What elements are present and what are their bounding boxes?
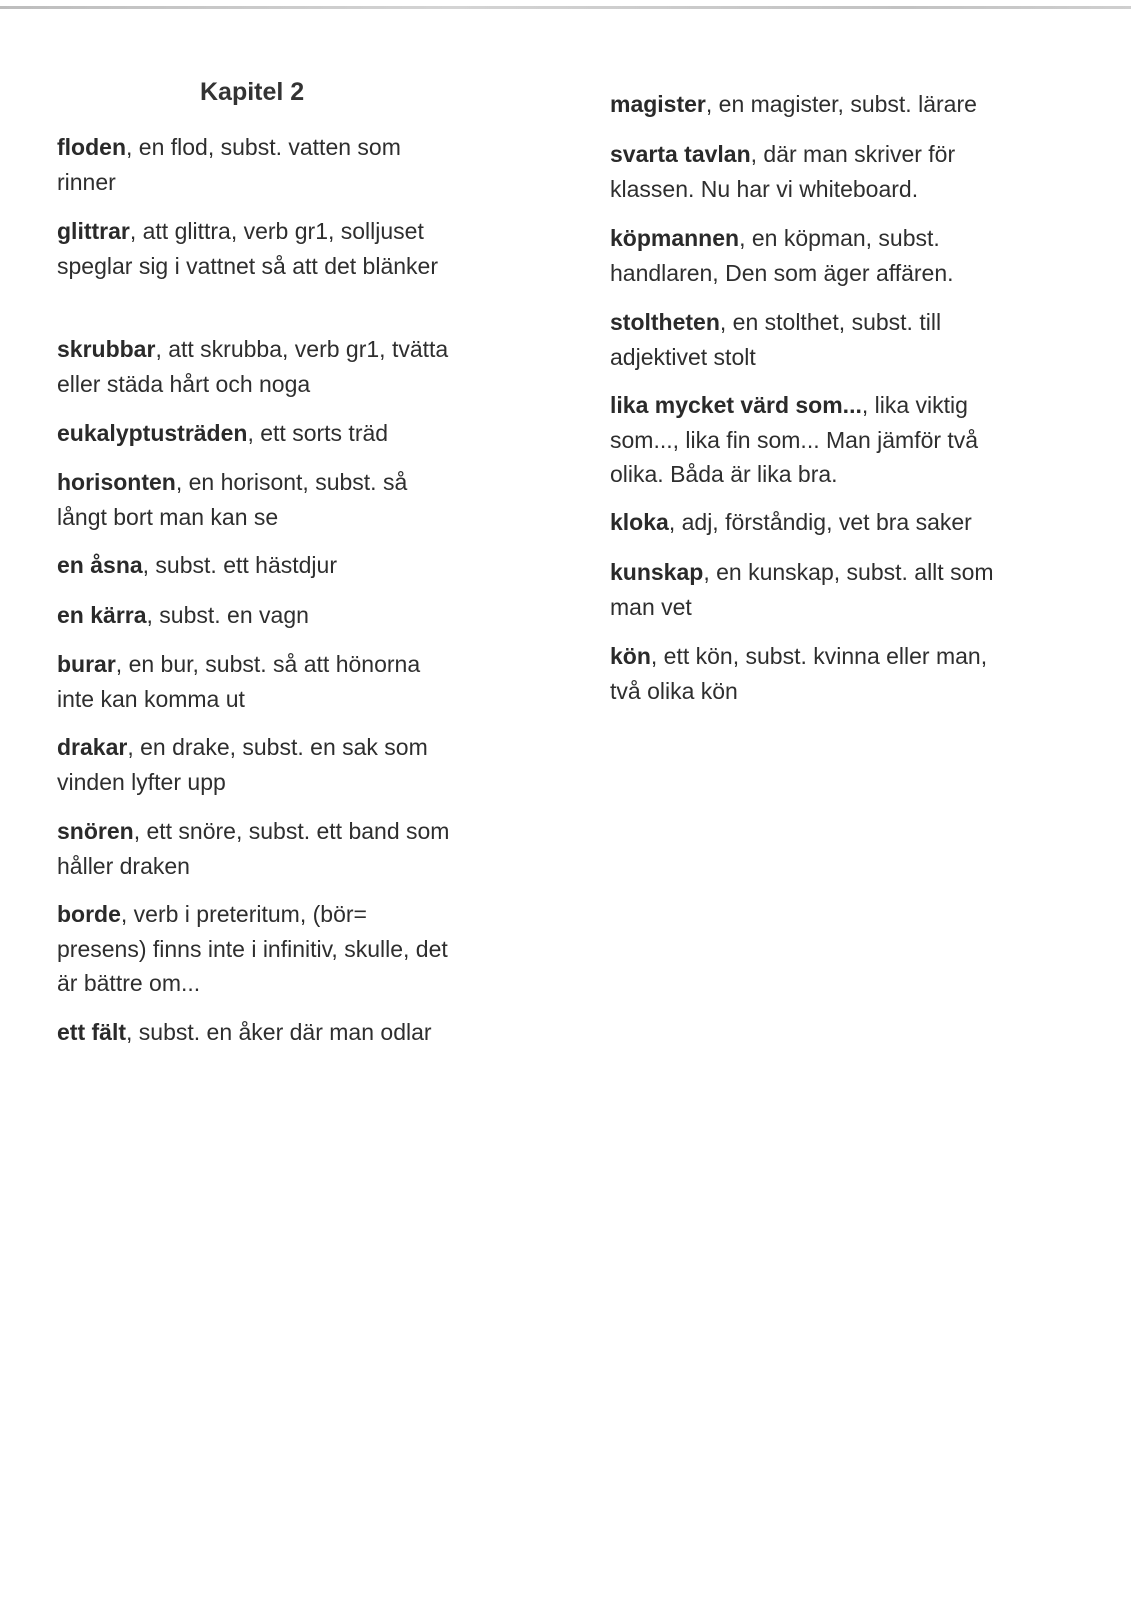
entry-definition: , subst. en åker där man odlar: [126, 1019, 432, 1045]
scan-top-edge: [0, 6, 1131, 9]
entry-term: snören: [57, 818, 134, 844]
entry-definition: , en köpman, subst. handlaren, Den som äger affären.: [610, 225, 954, 286]
entry-term: ett fält: [57, 1019, 126, 1045]
glossary-entry: [610, 305, 1010, 374]
entry-term: horisonten: [57, 469, 176, 495]
page-title: Kapitel 2: [200, 78, 305, 106]
entry-term: floden: [57, 134, 126, 160]
entry-term: glittrar: [57, 218, 130, 244]
glossary-entry: [610, 639, 1010, 708]
entry-term: magister: [610, 91, 706, 117]
entry-term: eukalyptusträden: [57, 420, 248, 446]
glossary-entry: [57, 416, 457, 451]
glossary-entry: [57, 814, 457, 883]
entry-definition: , att glittra, verb gr1, solljuset speglar sig i vattnet så att det blänker: [57, 218, 438, 279]
entry-term: köpmannen: [610, 225, 740, 251]
entry-definition: , en magister, subst. lärare: [705, 91, 977, 117]
entry-definition: , en kunskap, subst. allt som man vet: [610, 559, 994, 620]
entry-definition: , en bur, subst. så att hönorna inte kan komma ut: [57, 651, 421, 712]
entry-term: kunskap: [610, 559, 704, 585]
glossary-entry: [610, 388, 1010, 492]
glossary-entry: [57, 647, 457, 716]
glossary-entry: [57, 130, 457, 199]
glossary-entry: [57, 548, 457, 583]
entry-definition: , en stolthet, subst. till adjektivet stolt: [610, 309, 942, 370]
entry-term: en kärra: [57, 602, 147, 628]
glossary-entry: [610, 555, 1010, 624]
entry-term: kön: [610, 643, 651, 669]
entry-term: lika mycket värd som...: [610, 392, 862, 418]
entry-term: kloka: [610, 509, 669, 535]
glossary-entry: [610, 221, 1010, 290]
entry-definition: , verb i preteritum, (bör= presens) finns inte i infinitiv, skulle, det är bättre om...: [57, 901, 448, 996]
entry-definition: , ett snöre, subst. ett band som håller draken: [57, 818, 450, 879]
entry-term: borde: [57, 901, 121, 927]
entry-term: burar: [57, 651, 116, 677]
entry-definition: , att skrubba, verb gr1, tvätta eller städa hårt och noga: [57, 336, 449, 397]
glossary-entry: [57, 465, 457, 534]
entry-term: drakar: [57, 734, 128, 760]
entry-definition: , subst. ett hästdjur: [142, 552, 337, 578]
glossary-entry: [610, 505, 1010, 540]
entry-definition: , adj, förståndig, vet bra saker: [668, 509, 972, 535]
entry-definition: , ett kön, subst. kvinna eller man, två olika kön: [610, 643, 988, 704]
glossary-entry: [57, 332, 457, 401]
entry-definition: , subst. en vagn: [146, 602, 309, 628]
entry-definition: , ett sorts träd: [247, 420, 389, 446]
entry-term: svarta tavlan: [610, 141, 751, 167]
entry-definition: , en horisont, subst. så långt bort man kan se: [57, 469, 408, 530]
entry-definition: , en flod, subst. vatten som rinner: [57, 134, 401, 195]
entry-definition: , där man skriver för klassen. Nu har vi whiteboard.: [610, 141, 956, 202]
entry-term: en åsna: [57, 552, 143, 578]
glossary-entry: [57, 730, 457, 799]
glossary-entry: [57, 598, 457, 633]
glossary-entry: [57, 214, 457, 283]
entry-definition: , en drake, subst. en sak som vinden lyfter upp: [57, 734, 428, 795]
entry-definition: , lika viktig som..., lika fin som... Man jämför två olika. Båda är lika bra.: [610, 392, 979, 487]
entry-term: stoltheten: [610, 309, 720, 335]
entry-term: skrubbar: [57, 336, 156, 362]
glossary-entry: [610, 137, 1010, 206]
glossary-entry: [610, 87, 1010, 122]
glossary-entry: [57, 1015, 457, 1050]
glossary-entry: [57, 897, 457, 1001]
